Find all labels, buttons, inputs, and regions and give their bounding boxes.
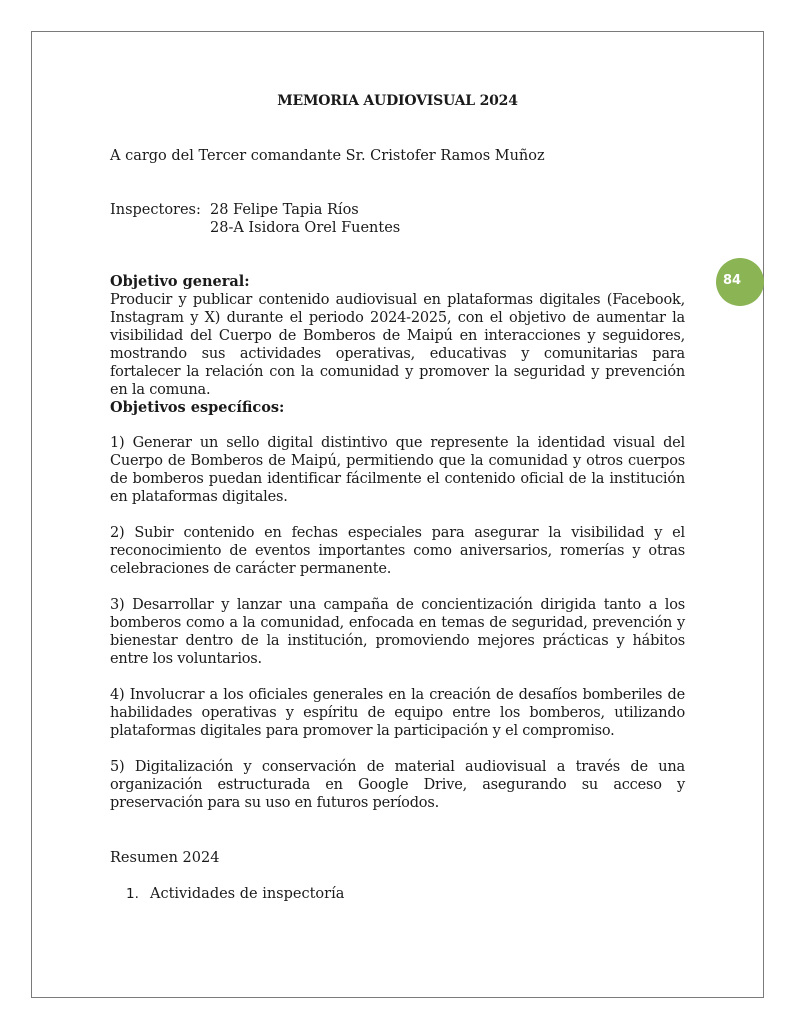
list-number: 1. [126,886,139,902]
specific-objective-item: 3) Desarrollar y lanzar una campaña de concientización dirigida tanto a los bomberos como a la comunidad, enfocada en temas de seguridad, prevención y bienestar dentro de la institución, promoviendo mejores prácticas y hábitos entre los voluntarios. [110,597,685,667]
document-title: MEMORIA AUDIOVISUAL 2024 [277,93,518,109]
general-objective-section [110,273,685,399]
in-charge-line: A cargo del Tercer comandante Sr. Cristofer Ramos Muñoz [110,148,545,164]
general-objective-text: Producir y publicar contenido audiovisual en plataformas digitales (Facebook, Instagram y X) durante el periodo 2024-2025, con el objetivo de aumentar la visibilidad del Cuerpo de Bomberos de Maipú en interacciones y seguidores, mostrando sus actividades operativas, educativas y comunitarias para fortalecer la relación con la comunidad y promover la seguridad y prevención en la comuna. [110,292,685,398]
summary-heading: Resumen 2024 [110,850,220,866]
inspector-name: 28 Felipe Tapia Ríos [210,202,359,218]
specific-objective-item: 4) Involucrar a los oficiales generales en la creación de desafíos bomberiles de habilidades operativas y espíritu de equipo entre los bomberos, utilizando plataformas digitales para promover la participación y el compromiso. [110,687,685,739]
specific-objective-item: 5) Digitalización y conservación de material audiovisual a través de una organización estructurada en Google Drive, asegurando su acceso y preservación para su uso en futuros períodos. [110,759,685,811]
page-number-badge: 84 [716,258,764,306]
general-objective-heading: Objetivo general: [110,273,250,290]
specific-objectives-heading: Objetivos específicos: [110,399,285,416]
list-item-text: Actividades de inspectoría [150,886,345,902]
specific-objective-item: 1) Generar un sello digital distintivo que represente la identidad visual del Cuerpo de Bomberos de Maipú, permitiendo que la comunidad y otros cuerpos de bomberos puedan identificar fácilmente el contenido oficial de la institución en plataformas digitales. [110,435,685,505]
inspector-name: 28-A Isidora Orel Fuentes [210,220,401,236]
inspectors-label: Inspectores: [110,202,201,218]
specific-objective-item: 2) Subir contenido en fechas especiales para asegurar la visibilidad y el reconocimiento de eventos importantes como aniversarios, romerías y otras celebraciones de carácter permanente. [110,525,685,577]
